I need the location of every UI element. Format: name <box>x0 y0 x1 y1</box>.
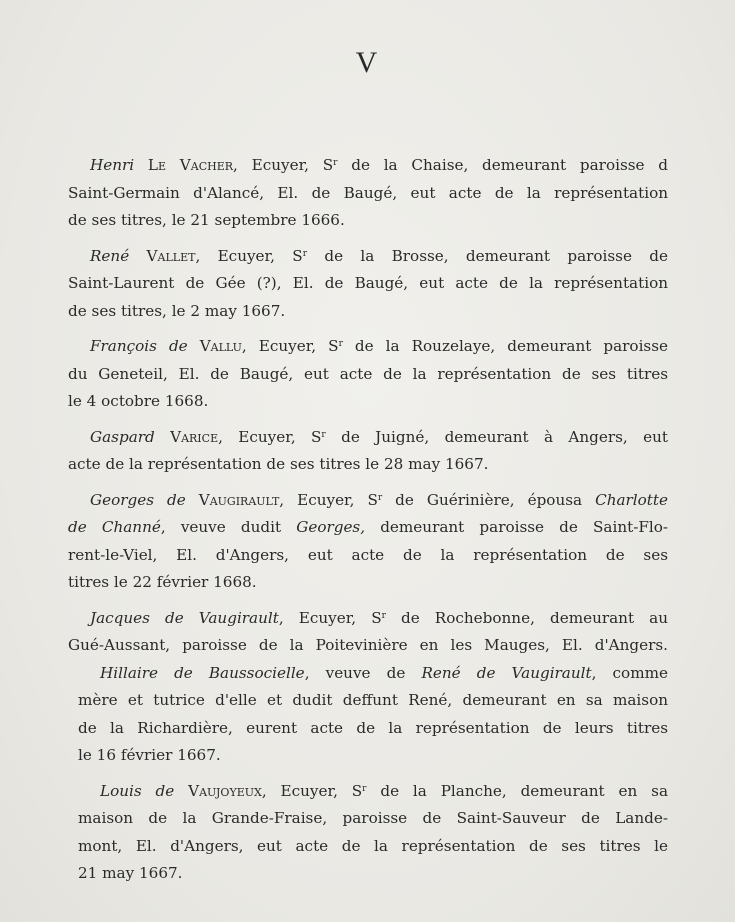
surname: Vallet <box>146 246 196 265</box>
first-name: Gaspard <box>90 427 155 446</box>
entry-vaugirault-georges: Georges de Vaugirault, Ecuyer, $S^r$ de Guérinière, épousa Charlotte de Channé, veuve dudit Georges, demeurant paroisse de Saint-Flo- rent-le-Viel, El. d'Angers, eut acte de la représentation de ses titres le 22 février 1668. <box>68 490 669 591</box>
entry-baussocielle: Hillaire de Baussocielle, veuve de René de Vaugirault, comme mère et tutrice d'elle et dudit deffunt René, demeurant en sa maison de la Richardière, eurent acte de la représentation de leurs titres le 16 février 1667. <box>78 663 668 764</box>
first-name: François de <box>90 337 188 355</box>
entry-vallu: François de Vallu, Ecuyer, $S^r$ de la Rouzelaye, demeurant paroisse du Geneteil, El. de Baugé, eut acte de la représentation de ses titres le 4 octobre 1668. <box>68 337 669 410</box>
surname: Varice <box>170 427 219 446</box>
page-heading: V <box>355 46 380 79</box>
entry-vallet: René Vallet, Ecuyer, $S^r$ de la Brosse, demeurant paroisse de Saint-Laurent de Gée (?), El. de Baugé, eut acte de la représentation de ses titres, le 2 may 1667. <box>68 246 669 320</box>
entry-varice: Gaspard Varice, Ecuyer, $S^r$ de Juigné, demeurant à Angers, eut acte de la représentation de ses titres le 28 may 1667. <box>68 427 668 473</box>
entry-vaujoyeux: Louis de Vaujoyeux, Ecuyer, $S^r$ de la Planche, demeurant en sa maison de la Grande-Fraise, paroisse de Saint-Sauveur de Lande- mont, El. d'Angers, eut acte de la représentation de ses titres le 21 may 1667. <box>78 781 669 882</box>
entry-vaugirault-jacques: Jacques de Vaugirault, Ecuyer, $S^r$ de Rochebonne, demeurant au Gué-Aussant, paroisse de la Poitevinière en les Mauges, El. d'Angers. <box>68 608 668 654</box>
full-name: Hillaire de Baussocielle <box>100 663 305 682</box>
entries-list <box>68 152 668 896</box>
surname: Le Vacher <box>147 156 234 174</box>
first-name: Georges de <box>90 490 186 509</box>
first-name: Henri <box>90 156 135 174</box>
full-name: Jacques de Vaugirault <box>90 608 279 627</box>
surname: Vallu <box>199 337 242 355</box>
surname: Vaujoyeux <box>188 781 262 800</box>
first-name: René <box>90 246 130 265</box>
entry-le-vacher: Henri Le Vacher, Ecuyer, $S^r$ de la Chaise, demeurant paroisse d Saint-Germain d'Alancé, El. de Baugé, eut acte de la représentation de ses titres, le 21 septembre 1666. <box>68 156 669 229</box>
surname: Vaugirault <box>198 490 280 509</box>
first-name: Louis de <box>100 781 175 800</box>
